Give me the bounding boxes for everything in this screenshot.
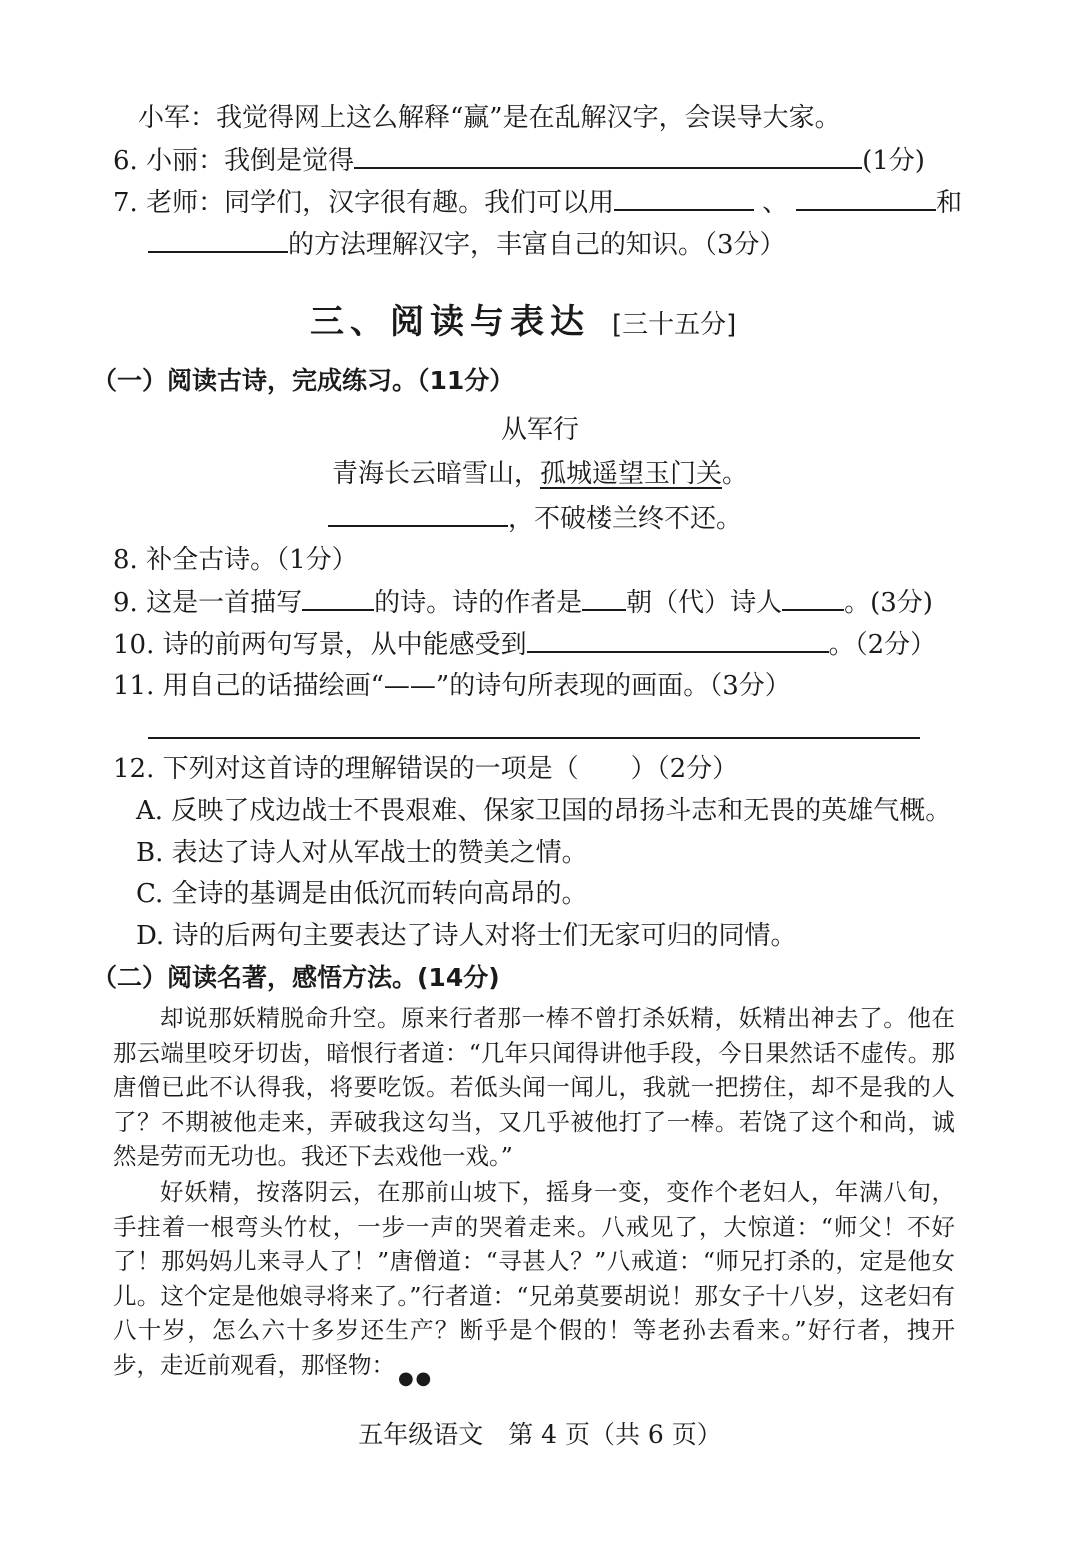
q7-and: 和 xyxy=(936,188,963,218)
q6-answer-blank[interactable] xyxy=(354,143,862,169)
q7-blank-1[interactable] xyxy=(614,185,754,211)
poem-line-2-tail: ，不破楼兰终不还。 xyxy=(508,504,743,534)
poem-line-1 xyxy=(0,457,1080,491)
q9-c: 朝（代）诗人 xyxy=(626,588,783,618)
q9-b: 的诗。诗的作者是 xyxy=(374,588,583,618)
q10-blank[interactable] xyxy=(527,627,829,653)
q10-b: 。（2分） xyxy=(828,630,937,660)
reading-paragraph-1: 却说那妖精脱命升空。原来行者那一棒不曾打杀妖精，妖精出神去了。他在那云端里咬牙切齿，暗恨行者道：“几年只闻得讲他手段，今日果然话不虚传。那唐僧已此不认得我，将要吃饭。若低头闻一闻儿，我就一把捞住，却不是我的人了？不期被他走来，弄破我这勾当，又几乎被他打了一棒。若饶了这个和尚，诚然是劳而无功也。我还下去戏他一戏。” xyxy=(113,1004,955,1170)
poem-line-1-underlined: 孤城遥望玉门关 xyxy=(539,459,722,489)
q9-blank-3[interactable] xyxy=(782,585,844,611)
q6-score: (1分) xyxy=(862,146,925,176)
question-11: 11. 用自己的话描绘画“——”的诗句所表现的画面。（3分） xyxy=(113,671,791,701)
part-2-title: （二）阅读名著，感悟方法。(14分) xyxy=(92,963,500,992)
q9-d: 。(3分) xyxy=(844,588,933,618)
poem-title: 从军行 xyxy=(500,415,579,445)
poem-line-1-a: 青海长云暗雪山， xyxy=(331,459,540,489)
xiaojun-line: 小军：我觉得网上这么解释“赢”是在乱解汉字，会误导大家。 xyxy=(138,103,841,133)
question-8: 8. 补全古诗。（1分） xyxy=(113,545,358,575)
part-1-title: （一）阅读古诗，完成练习。（11分） xyxy=(92,366,515,395)
q9-blank-2[interactable] xyxy=(582,585,626,611)
option-b[interactable]: B. 表达了诗人对从军战士的赞美之情。 xyxy=(136,838,588,868)
q7-separator: 、 xyxy=(762,188,789,218)
q7-blank-3[interactable] xyxy=(148,227,288,253)
reading-paragraph-2: 好妖精，按落阴云，在那前山坡下，摇身一变，变作个老妇人，年满八旬，手拄着一根弯头竹杖，一步一声的哭着走来。八戒见了，大惊道：“师父！不好了！那妈妈儿来寻人了！”唐僧道：“寻甚人？”八戒道：“师兄打杀的，定是他女儿。这个定是他娘寻将来了。”行者道：“兄弟莫要胡说！那女子十八岁，这老妇有八十岁，怎么六十多岁还生产？断乎是个假的！等老孙去看来。”好行者，拽开步，走近前观看，那怪物： xyxy=(113,1178,955,1379)
section-3-heading xyxy=(310,300,736,347)
q7-prefix: 7. 老师：同学们，汉字很有趣。我们可以用 xyxy=(113,188,615,218)
q7-suffix: 的方法理解汉字，丰富自己的知识。（3分） xyxy=(288,230,786,260)
question-10 xyxy=(113,627,936,662)
question-12: 12. 下列对这首诗的理解错误的一项是（ ）（2分） xyxy=(113,754,739,784)
q7-blank-2[interactable] xyxy=(796,185,936,211)
section-3-score: [三十五分] xyxy=(612,310,737,340)
question-7 xyxy=(113,185,962,220)
emphasis-dots: ● ● xyxy=(398,1368,432,1389)
q11-answer-line[interactable] xyxy=(148,737,920,739)
section-3-title: 三、阅读与表达 xyxy=(310,302,590,342)
question-9 xyxy=(113,585,933,620)
q9-a: 9. 这是一首描写 xyxy=(113,588,303,618)
option-d[interactable]: D. 诗的后两句主要表达了诗人对将士们无家可归的同情。 xyxy=(136,921,797,951)
poem-line-1-end: 。 xyxy=(722,459,749,489)
poem-fill-blank[interactable] xyxy=(328,501,508,527)
question-6 xyxy=(113,143,925,178)
q6-prefix: 6. 小丽：我倒是觉得 xyxy=(113,146,355,176)
q9-blank-1[interactable] xyxy=(302,585,374,611)
question-7-cont xyxy=(148,227,786,262)
q10-a: 10. 诗的前两句写景，从中能感受到 xyxy=(113,630,527,660)
poem-line-2 xyxy=(328,501,742,536)
option-a[interactable]: A. 反映了戍边战士不畏艰难、保家卫国的昂扬斗志和无畏的英雄气概。 xyxy=(136,796,952,826)
option-c[interactable]: C. 全诗的基调是由低沉而转向高昂的。 xyxy=(136,879,588,909)
page-footer: 五年级语文 第 4 页（共 6 页） xyxy=(358,1420,722,1449)
